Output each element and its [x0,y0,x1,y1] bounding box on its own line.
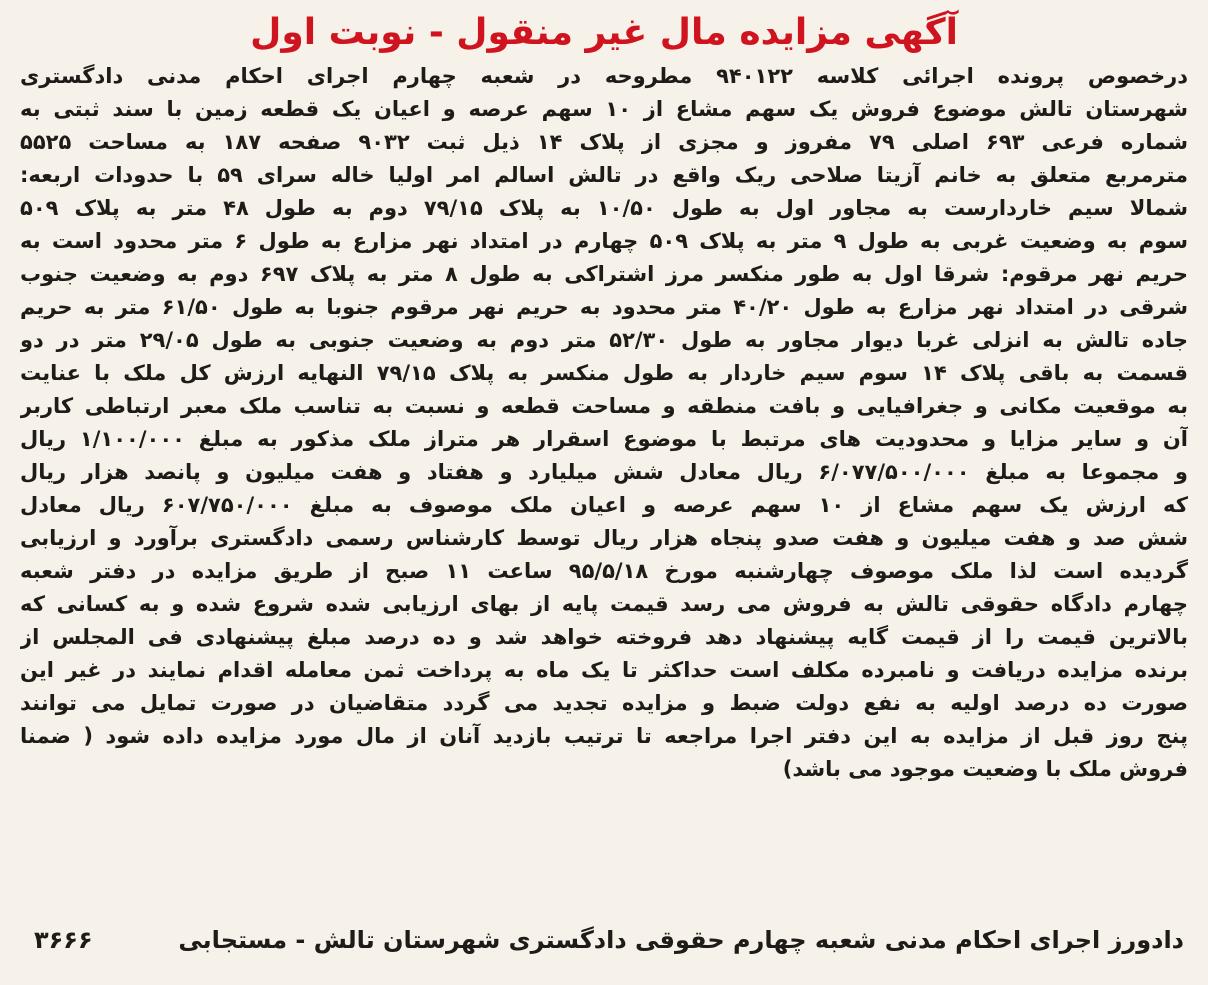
body-line: شش صد و هفت میلیون و هفت صدو پنجاه هزار ریال توسط کارشناس رسمی دادگستری برآورد و ارزیابی [20,526,1188,550]
body-line: و مجموعا به مبلغ ۶/۰۷۷/۵۰۰/۰۰۰ ریال معادل شش میلیارد و هفتاد و هفت میلیون و پانصد هزار ریال [20,460,1188,484]
notice-body [20,60,1188,786]
body-line: آن و سایر مزایا و محدودیت های مرتبط با موضوع اسقرار هر متراز ملک مذکور به مبلغ ۱/۱۰۰/۰۰۰ ریال [20,427,1188,451]
body-line: پنج روز قبل از مزایده به این دفتر اجرا مراجعه تا ترتیب بازدید آنان از مال مورد مزایده داده شود ( ضمنا [20,724,1188,748]
body-line: فروش ملک با وضعیت موجود می باشد) [782,757,1188,781]
body-line: شرقی در امتداد نهر مزارع به طول ۴۰/۲۰ متر محدود به حریم نهر مرقوم جنوبا به طول ۶۱/۵۰ متر به حریم [20,295,1188,319]
body-line: چهارم دادگاه حقوقی تالش به فروش می رسد قیمت پایه از بهای ارزیابی شده شروع شده و به کسانی که [20,592,1188,616]
body-line: حریم نهر مرقوم: شرقا اول به طور منکسر مرز اشتراکی به طول ۸ متر به پلاک ۶۹۷ دوم به وضعیت جنوب [20,262,1188,286]
body-line: که ارزش یک سهم مشاع از ۱۰ سهم عرصه و اعیان ملک موصوف به مبلغ ۶۰۷/۷۵۰/۰۰۰ ریال معادل [20,493,1188,517]
body-line: برنده مزایده دریافت و نامبرده مکلف است حداکثر تا یک ماه به پرداخت ثمن معامله اقدام نمایند در غیر این [20,658,1188,682]
body-line: شماره فرعی ۶۹۳ اصلی ۷۹ مفروز و مجزی از پلاک ۱۴ ذیل ثبت ۹۰۳۲ صفحه ۱۸۷ به مساحت ۵۵۲۵ [20,130,1188,154]
body-line: به موقعیت مکانی و جغرافیایی و بافت منطقه و مساحت قطعه و نسبت به تناسب ملک معبر ارتباطی کاربر [20,394,1188,418]
body-line: جاده تالش به انزلی غربا دیوار مجاور به طول ۵۲/۳۰ متر دوم به وضعیت جنوبی به طول ۲۹/۰۵ متر در دو [20,328,1188,352]
notice-code: ۳۶۶۶ [34,926,93,954]
body-line: صورت ده درصد اولیه به نفع دولت ضبط و مزایده تجدید می گردد متقاضیان در صورت تمایل می توانند [20,691,1188,715]
title-bar [20,6,1188,60]
body-line: شمالا سیم خاردارست به مجاور اول به طول ۱۰/۵۰ به پلاک ۷۹/۱۵ دوم به طول ۴۸ متر به پلاک ۵۰۹ [20,196,1188,220]
body-line: سوم به وضعیت غربی به طول ۹ متر به پلاک ۵۰۹ چهارم در امتداد نهر مزارع به طول ۶ متر محدود است به [20,229,1188,253]
body-line: گردیده است لذا ملک موصوف چهارشنبه مورخ ۹۵/۵/۱۸ ساعت ۱۱ صبح از طریق مزایده در دفتر شعبه [20,559,1188,583]
body-line: شهرستان تالش موضوع فروش یک سهم مشاع از ۱۰ سهم عرصه و اعیان یک قطعه زمین با سند ثبتی به [20,97,1188,121]
body-line: درخصوص پرونده اجرائی کلاسه ۹۴۰۱۲۲ مطروحه در شعبه چهارم اجرای احکام مدنی دادگستری [20,64,1188,88]
notice-footer [20,920,1188,960]
body-line: مترمربع متعلق به خانم آزیتا صلاحی ریک واقع در تالش اسالم امر اولیا خاله سرای ۵۹ با حدودات اربعه: [20,163,1188,187]
notice-title: آگهی مزایده مال غیر منقول - نوبت اول [250,12,958,53]
body-line: بالاترین قیمت را از قیمت گایه پیشنهاد دهد فروخته خواهد شد و ده درصد مبلغ پیشنهادی فی المجلس از [20,625,1188,649]
signature-line: دادورز اجرای احکام مدنی شعبه چهارم حقوقی دادگستری شهرستان تالش - مستجابی [178,926,1184,954]
body-line: قسمت به باقی پلاک ۱۴ سوم سیم خاردار به طول منکسر به پلاک ۷۹/۱۵ النهایه ارزش کل ملک با عنایت [20,361,1188,385]
